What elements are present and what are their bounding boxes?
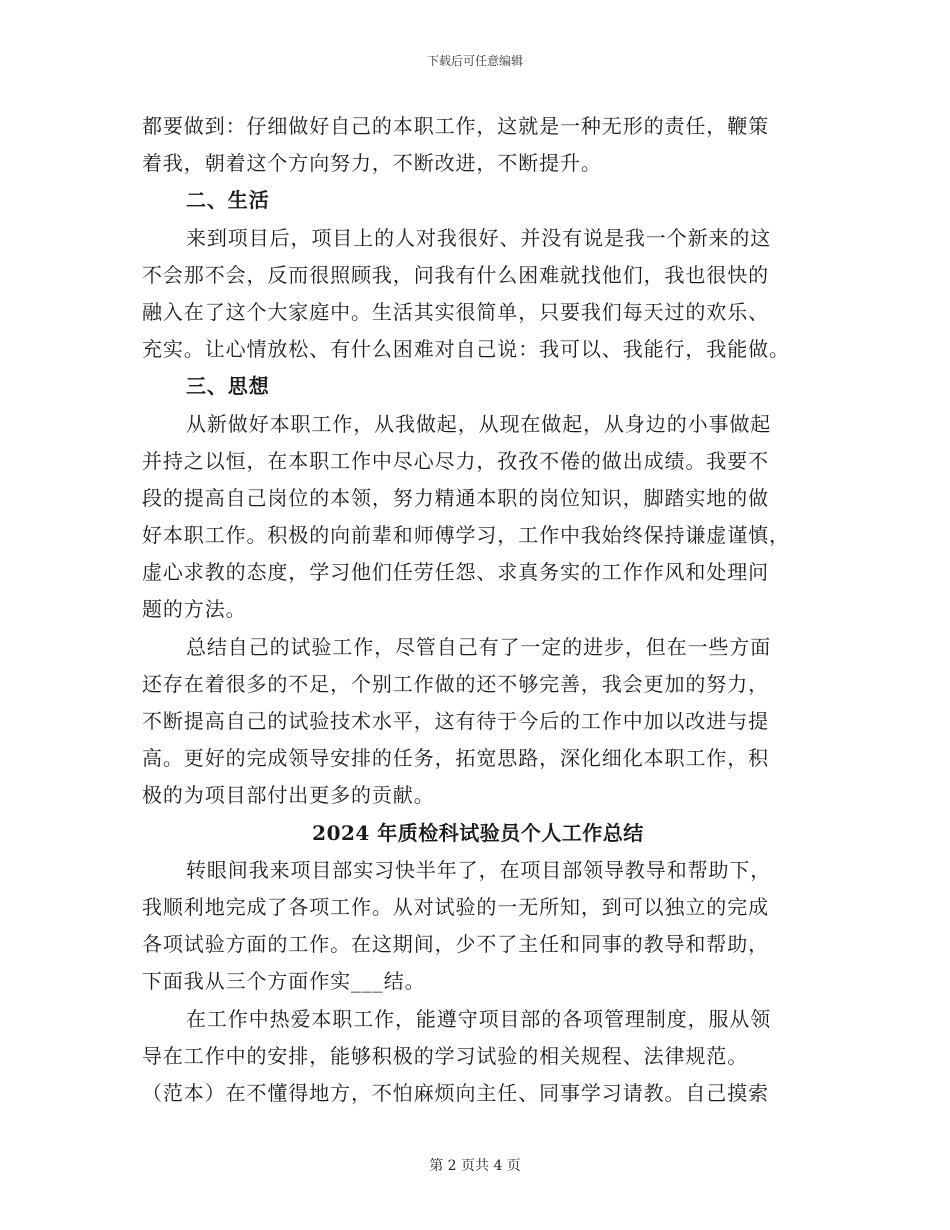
- text-line: 充实。让心情放松、有什么困难对自己说：我可以、我能行，我能做。: [142, 337, 790, 362]
- text-line: 我顺利地完成了各项工作。从对试验的一无所知，到可以独立的完成: [142, 894, 769, 919]
- text-line: 段的提高自己岗位的本领，努力精通本职的岗位知识，脚踏实地的做: [142, 485, 769, 510]
- text-line: （范本）在不懂得地方，不怕麻烦向主任、同事学习请教。自己摸索: [142, 1080, 769, 1105]
- section-heading: 三、思想: [186, 374, 270, 399]
- paragraph-first-line: 转眼间我来项目部实习快半年了，在项目部领导教导和帮助下，: [186, 857, 772, 882]
- document-title: 2024 年质检科试验员个人工作总结: [312, 820, 644, 845]
- text-line: 虚心求教的态度，学习他们任劳任怨、求真务实的工作作风和处理问: [142, 560, 769, 585]
- text-line: 融入在了这个大家庭中。生活其实很简单，只要我们每天过的欢乐、: [142, 299, 769, 324]
- paragraph-first-line: 总结自己的试验工作，尽管自己有了一定的进步，但在一些方面: [186, 634, 772, 659]
- page-header: 下载后可任意编辑: [426, 54, 523, 68]
- text-line: 题的方法。: [142, 597, 247, 622]
- text-line: 不会那不会，反而很照顾我，问我有什么困难就找他们，我也很快的: [142, 262, 769, 287]
- paragraph-first-line: 在工作中热爱本职工作，能遵守项目部的各项管理制度，服从领: [186, 1006, 772, 1031]
- paragraph-first-line: 来到项目后，项目上的人对我很好、并没有说是我一个新来的这: [186, 225, 772, 250]
- section-heading: 二、生活: [186, 188, 270, 213]
- text-line: 不断提高自己的试验技术水平，这有待于今后的工作中加以改进与提: [142, 709, 769, 733]
- page-footer: 第 2 页共 4 页: [429, 1158, 521, 1174]
- text-line: 高。更好的完成领导安排的任务，拓宽思路，深化细化本职工作，积: [142, 746, 769, 771]
- text-line: 着我，朝着这个方向努力，不断改进，不断提升。: [142, 151, 602, 176]
- text-line: 下面我从三个方面作实___结。: [142, 969, 426, 994]
- text-line: 并持之以恒，在本职工作中尽心尽力，孜孜不倦的做出成绩。我要不: [142, 448, 769, 473]
- document-body: [142, 108, 814, 1112]
- text-line: 还存在着很多的不足，个别工作做的还不够完善，我会更加的努力，: [142, 671, 769, 696]
- text-line: 都要做到：仔细做好自己的本职工作，这就是一种无形的责任，鞭策: [142, 114, 769, 138]
- text-line: 极的为项目部付出更多的贡献。: [142, 783, 435, 808]
- text-line: 导在工作中的安排，能够积极的学习试验的相关规程、法律规范。: [142, 1043, 749, 1068]
- text-line: 各项试验方面的工作。在这期间，少不了主任和同事的教导和帮助，: [142, 932, 769, 957]
- paragraph-first-line: 从新做好本职工作，从我做起，从现在做起，从身边的小事做起: [186, 411, 772, 436]
- text-line: 好本职工作。积极的向前辈和师傅学习，工作中我始终保持谦虚谨慎，: [142, 523, 790, 548]
